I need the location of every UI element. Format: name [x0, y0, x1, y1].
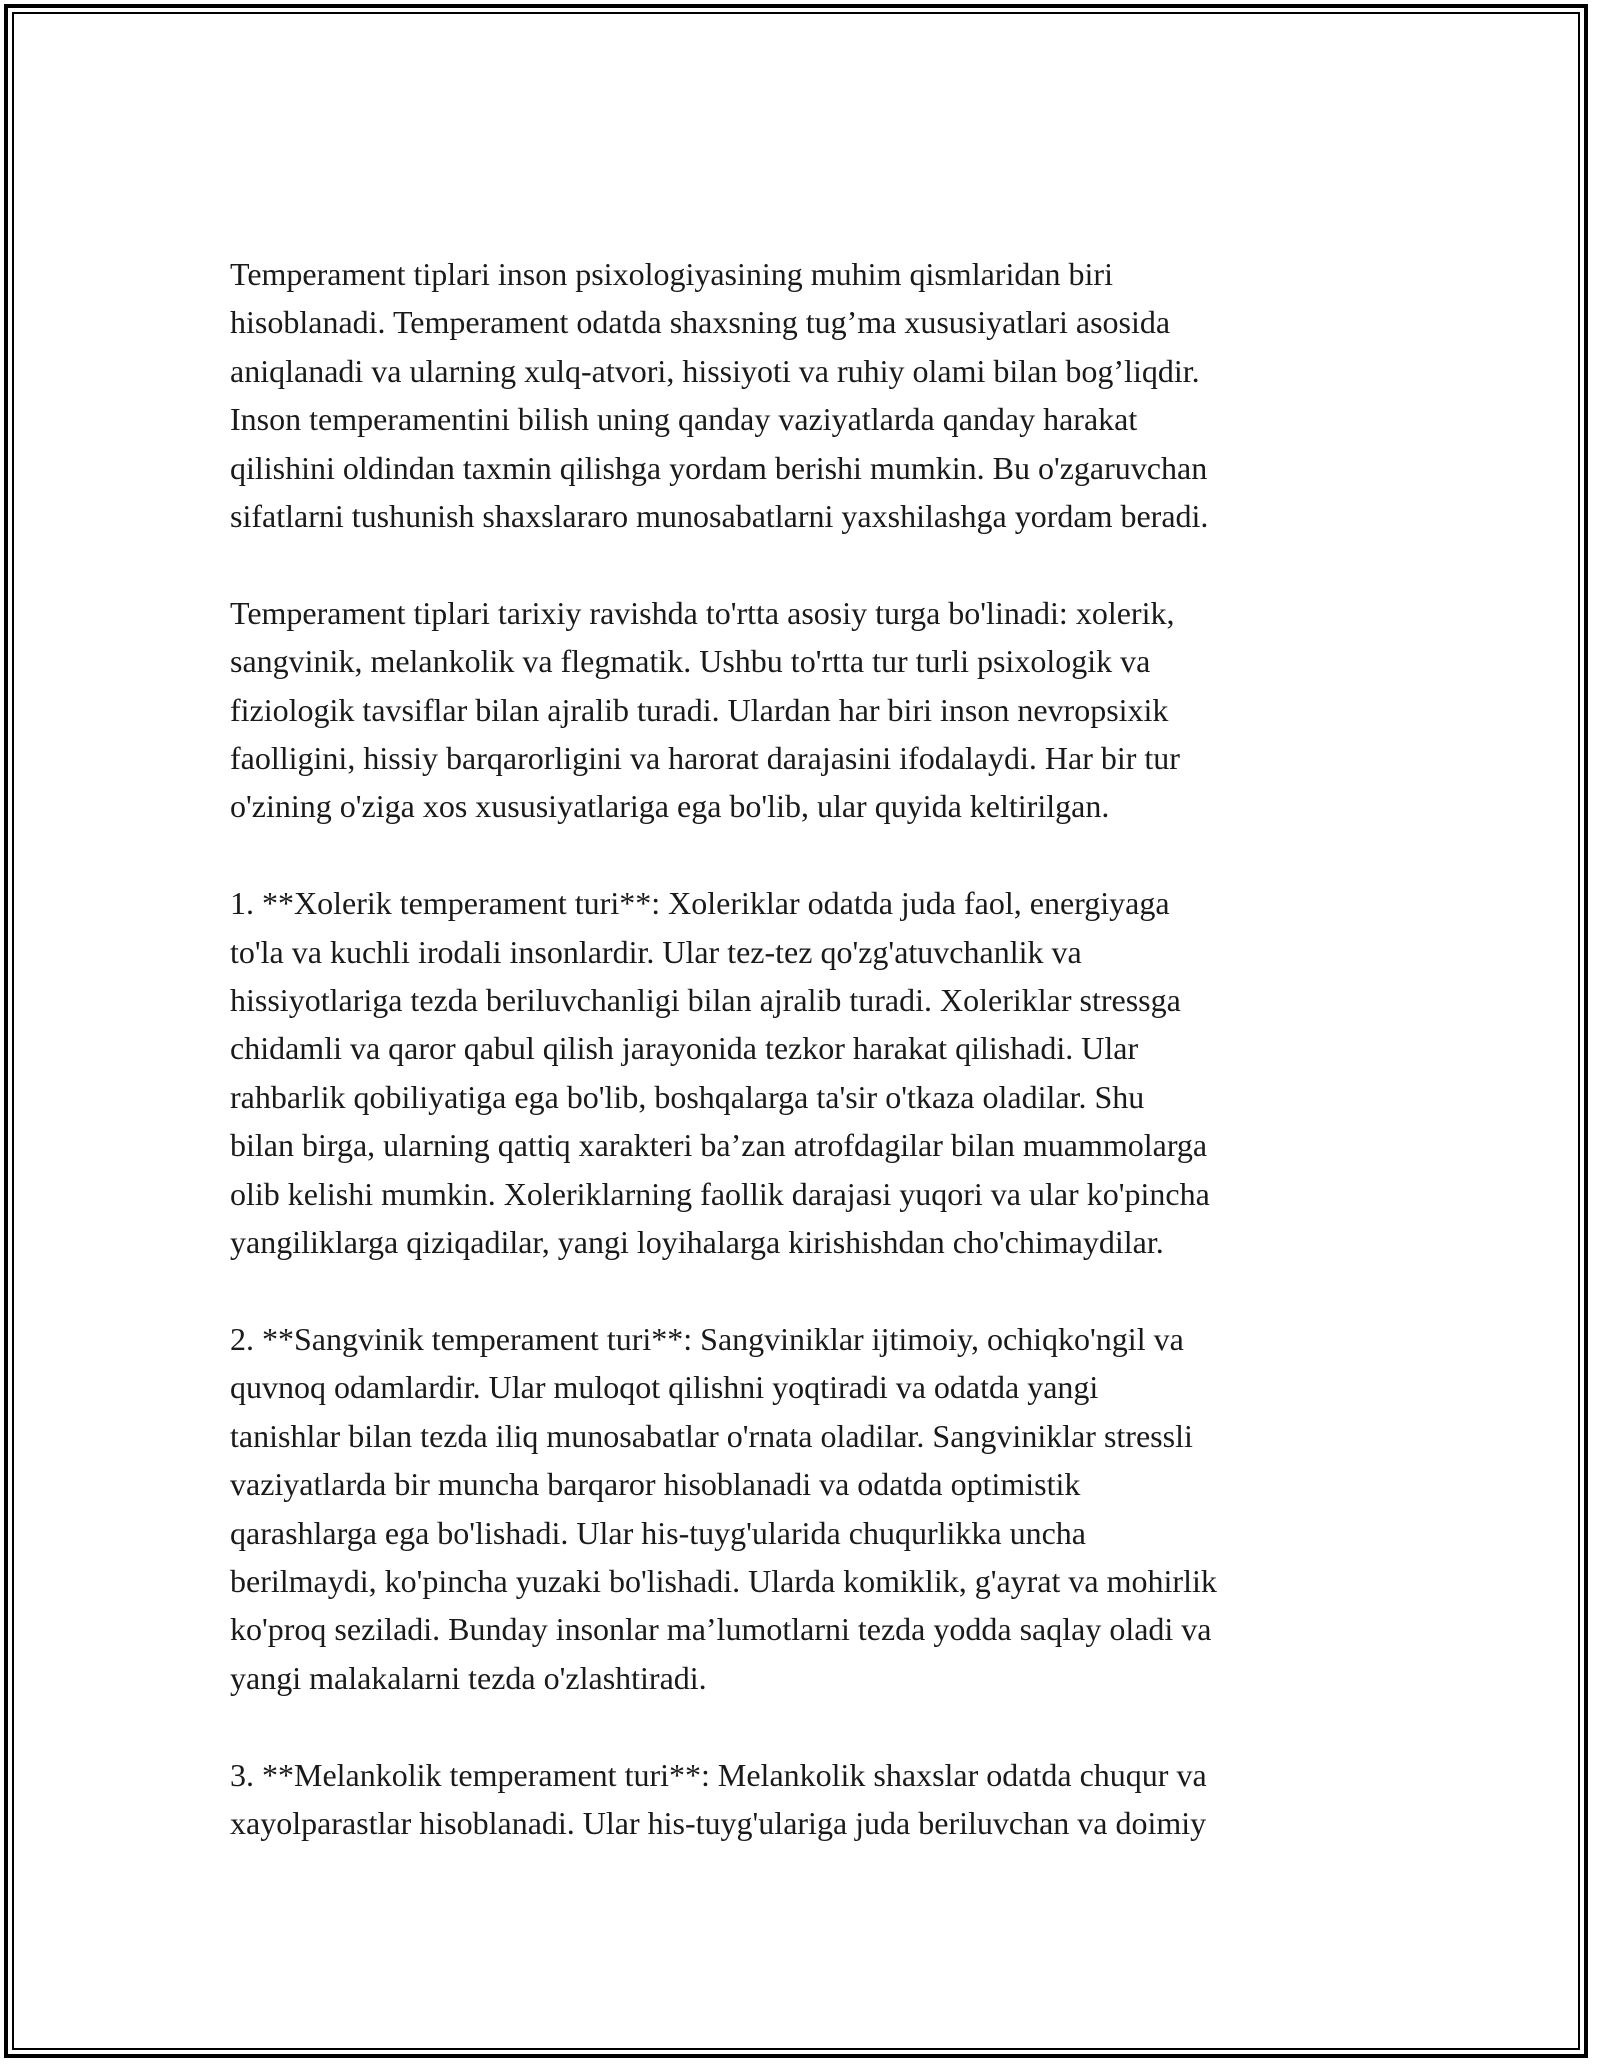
text-line: Inson temperamentini bilish uning qanday vaziyatlarda qanday harakat — [230, 401, 1138, 438]
text-line: rahbarlik qobiliyatiga ega bo'lib, boshqalarga ta'sir o'tkaza oladilar. Shu — [230, 1078, 1145, 1115]
text-line: tanishlar bilan tezda iliq munosabatlar o'rnata oladilar. Sangviniklar stressli — [230, 1417, 1193, 1454]
paragraph-intro — [230, 250, 1370, 540]
text-line: Temperament tiplari inson psixologiyasining muhim qismlaridan biri — [230, 256, 1113, 292]
text-line: 2. **Sangvinik temperament turi**: Sangviniklar ijtimoiy, ochiqko'ngil va — [230, 1320, 1184, 1357]
text-line: ko'proq seziladi. Bunday insonlar ma’lumotlarni tezda yodda saqlay oladi va — [230, 1611, 1212, 1648]
text-line: vaziyatlarda bir muncha barqaror hisoblanadi va odatda optimistik — [230, 1466, 1081, 1503]
text-line: quvnoq odamlardir. Ular muloqot qilishni yoqtiradi va odatda yangi — [230, 1369, 1099, 1406]
text-line: chidamli va qaror qabul qilish jarayonida tezkor harakat qilishadi. Ular — [230, 1030, 1139, 1067]
text-line: qarashlarga ega bo'lishadi. Ular his-tuyg'ularida chuqurlikka uncha — [230, 1514, 1086, 1551]
paragraph-types-overview — [230, 589, 1370, 831]
text-line: qilishini oldindan taxmin qilishga yordam berishi mumkin. Bu o'zgaruvchan — [230, 449, 1208, 486]
paragraph-melancholic — [230, 1751, 1370, 1848]
text-line: faolligini, hissiy barqarorligini va harorat darajasini ifodalaydi. Har bir tur — [230, 740, 1180, 777]
text-line: sifatlarni tushunish shaxslararo munosabatlarni yaxshilashga yordam beradi. — [230, 498, 1209, 535]
text-line: yangiliklarga qiziqadilar, yangi loyihalarga kirishishdan cho'chimaydilar. — [230, 1224, 1164, 1261]
text-line: Temperament tiplari tarixiy ravishda to'rtta asosiy turga bo'linadi: xolerik, — [230, 594, 1175, 631]
paragraph-choleric — [230, 879, 1370, 1266]
text-line: fiziologik tavsiflar bilan ajralib turadi. Ulardan har biri inson nevropsixik — [230, 691, 1169, 728]
document-body — [230, 250, 1370, 1847]
text-line: aniqlanadi va ularning xulq-atvori, hissiyoti va ruhiy olami bilan bog’liqdir. — [230, 352, 1200, 389]
text-line: to'la va kuchli irodali insonlardir. Ular tez-tez qo'zg'atuvchanlik va — [230, 933, 1082, 970]
text-line: 1. **Xolerik temperament turi**: Xoleriklar odatda juda faol, energiyaga — [230, 885, 1170, 922]
text-line: xayolparastlar hisoblanadi. Ular his-tuyg'ulariga juda beriluvchan va doimiy — [230, 1804, 1207, 1841]
text-line: olib kelishi mumkin. Xoleriklarning faollik darajasi yuqori va ular ko'pincha — [230, 1175, 1210, 1212]
text-line: yangi malakalarni tezda o'zlashtiradi. — [230, 1659, 707, 1696]
paragraph-sanguine — [230, 1315, 1370, 1702]
text-line: 3. **Melankolik temperament turi**: Melankolik shaxslar odatda chuqur va — [230, 1756, 1207, 1793]
text-line: hisoblanadi. Temperament odatda shaxsning tug’ma xususiyatlari asosida — [230, 304, 1171, 341]
text-line: bilan birga, ularning qattiq xarakteri ba’zan atrofdagilar bilan muammolarga — [230, 1127, 1208, 1164]
text-line: sangvinik, melankolik va flegmatik. Ushbu to'rtta tur turli psixologik va — [230, 643, 1151, 680]
text-line: o'zining o'ziga xos xususiyatlariga ega bo'lib, ular quyida keltirilgan. — [230, 788, 1110, 825]
text-line: berilmaydi, ko'pincha yuzaki bo'lishadi. Ularda komiklik, g'ayrat va mohirlik — [230, 1562, 1217, 1599]
text-line: hissiyotlariga tezda beriluvchanligi bilan ajralib turadi. Xoleriklar stressga — [230, 982, 1181, 1019]
